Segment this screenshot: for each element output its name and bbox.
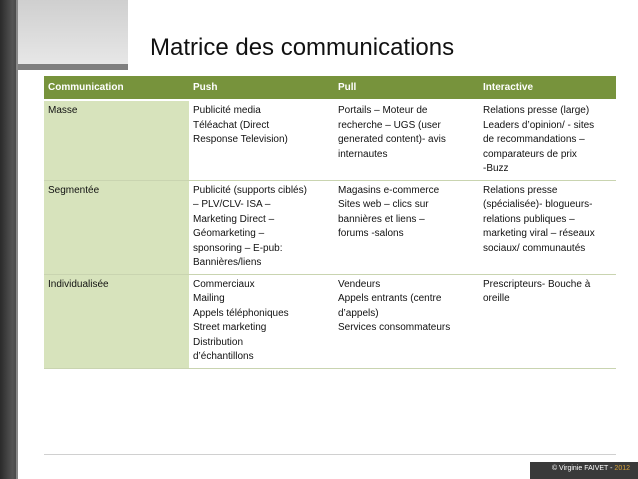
cell-pull bbox=[334, 180, 479, 274]
cell-line: marketing viral – réseaux bbox=[483, 228, 595, 239]
header-communication: Communication bbox=[44, 76, 189, 100]
cell-line: Relations presse bbox=[483, 184, 558, 196]
table-row-segmentee bbox=[44, 180, 616, 274]
cell-line: generated content)- avis bbox=[338, 134, 446, 145]
cell-pull bbox=[334, 100, 479, 180]
bottom-separator bbox=[44, 454, 616, 455]
header-push: Push bbox=[189, 76, 334, 100]
left-decorative-bar bbox=[0, 0, 18, 479]
cell-line: forums -salons bbox=[338, 228, 404, 239]
cell-line: d’appels) bbox=[338, 307, 379, 319]
cell-interactive bbox=[479, 180, 616, 274]
top-decorative-strip bbox=[18, 0, 128, 70]
slide-title: Matrice des communications bbox=[150, 34, 455, 61]
cell-pull bbox=[334, 274, 479, 368]
cell-line: Response Television) bbox=[193, 134, 288, 145]
cell-line: d’échantillons bbox=[193, 351, 254, 362]
cell-line: Sites web – clics sur bbox=[338, 199, 429, 210]
copyright-text: © Virginie FAIVET - bbox=[551, 465, 615, 472]
cell-line: Prescripteurs- Bouche à bbox=[483, 278, 591, 290]
cell-line: Bannières/liens bbox=[193, 257, 262, 268]
cell-line: internautes bbox=[338, 148, 388, 160]
row-label: Individualisée bbox=[44, 274, 189, 368]
communications-matrix bbox=[44, 76, 616, 369]
cell-line: Commerciaux bbox=[193, 278, 255, 290]
header-row bbox=[44, 76, 616, 100]
copyright-year: 2012 bbox=[614, 465, 630, 472]
header-interactive: Interactive bbox=[479, 76, 616, 100]
cell-line: Publicité media bbox=[193, 105, 261, 116]
cell-line: sponsoring – E-pub: bbox=[193, 242, 283, 254]
table-row-masse bbox=[44, 100, 616, 180]
cell-push bbox=[189, 180, 334, 274]
cell-line: de recommandations – bbox=[483, 134, 585, 145]
copyright-notice bbox=[552, 465, 630, 472]
cell-line: – PLV/CLV- ISA – bbox=[193, 199, 271, 210]
cell-line: Mailing bbox=[193, 293, 225, 304]
cell-push bbox=[189, 274, 334, 368]
cell-line: Géomarketing – bbox=[193, 228, 265, 239]
cell-line: (spécialisée)- blogueurs- bbox=[483, 199, 593, 210]
cell-line: Appels entrants (centre bbox=[338, 293, 442, 304]
cell-line: bannières et liens – bbox=[338, 213, 425, 225]
cell-line: Appels téléphoniques bbox=[193, 307, 289, 319]
cell-line: Street marketing bbox=[193, 322, 267, 333]
cell-push bbox=[189, 100, 334, 180]
table-row-individualisee bbox=[44, 274, 616, 368]
cell-line: Leaders d’opinion/ - sites bbox=[483, 119, 595, 131]
cell-line: Marketing Direct – bbox=[193, 213, 275, 225]
cell-line: Relations presse (large) bbox=[483, 105, 590, 116]
cell-line: -Buzz bbox=[483, 163, 509, 174]
cell-line: Magasins e-commerce bbox=[338, 184, 440, 196]
row-label: Masse bbox=[44, 100, 189, 180]
cell-line: Services consommateurs bbox=[338, 322, 451, 333]
cell-line: sociaux/ communautés bbox=[483, 242, 586, 254]
cell-line: relations publiques – bbox=[483, 213, 575, 225]
cell-line: Vendeurs bbox=[338, 278, 381, 290]
cell-line: recherche – UGS (user bbox=[338, 119, 441, 131]
cell-line: Portails – Moteur de bbox=[338, 105, 428, 116]
cell-line: Téléachat (Direct bbox=[193, 119, 270, 131]
cell-line: Distribution bbox=[193, 336, 244, 348]
row-label: Segmentée bbox=[44, 180, 189, 274]
cell-line: oreille bbox=[483, 293, 510, 304]
cell-interactive bbox=[479, 274, 616, 368]
cell-line: Publicité (supports ciblés) bbox=[193, 184, 307, 196]
cell-line: comparateurs de prix bbox=[483, 148, 577, 160]
header-pull: Pull bbox=[334, 76, 479, 100]
cell-interactive bbox=[479, 100, 616, 180]
